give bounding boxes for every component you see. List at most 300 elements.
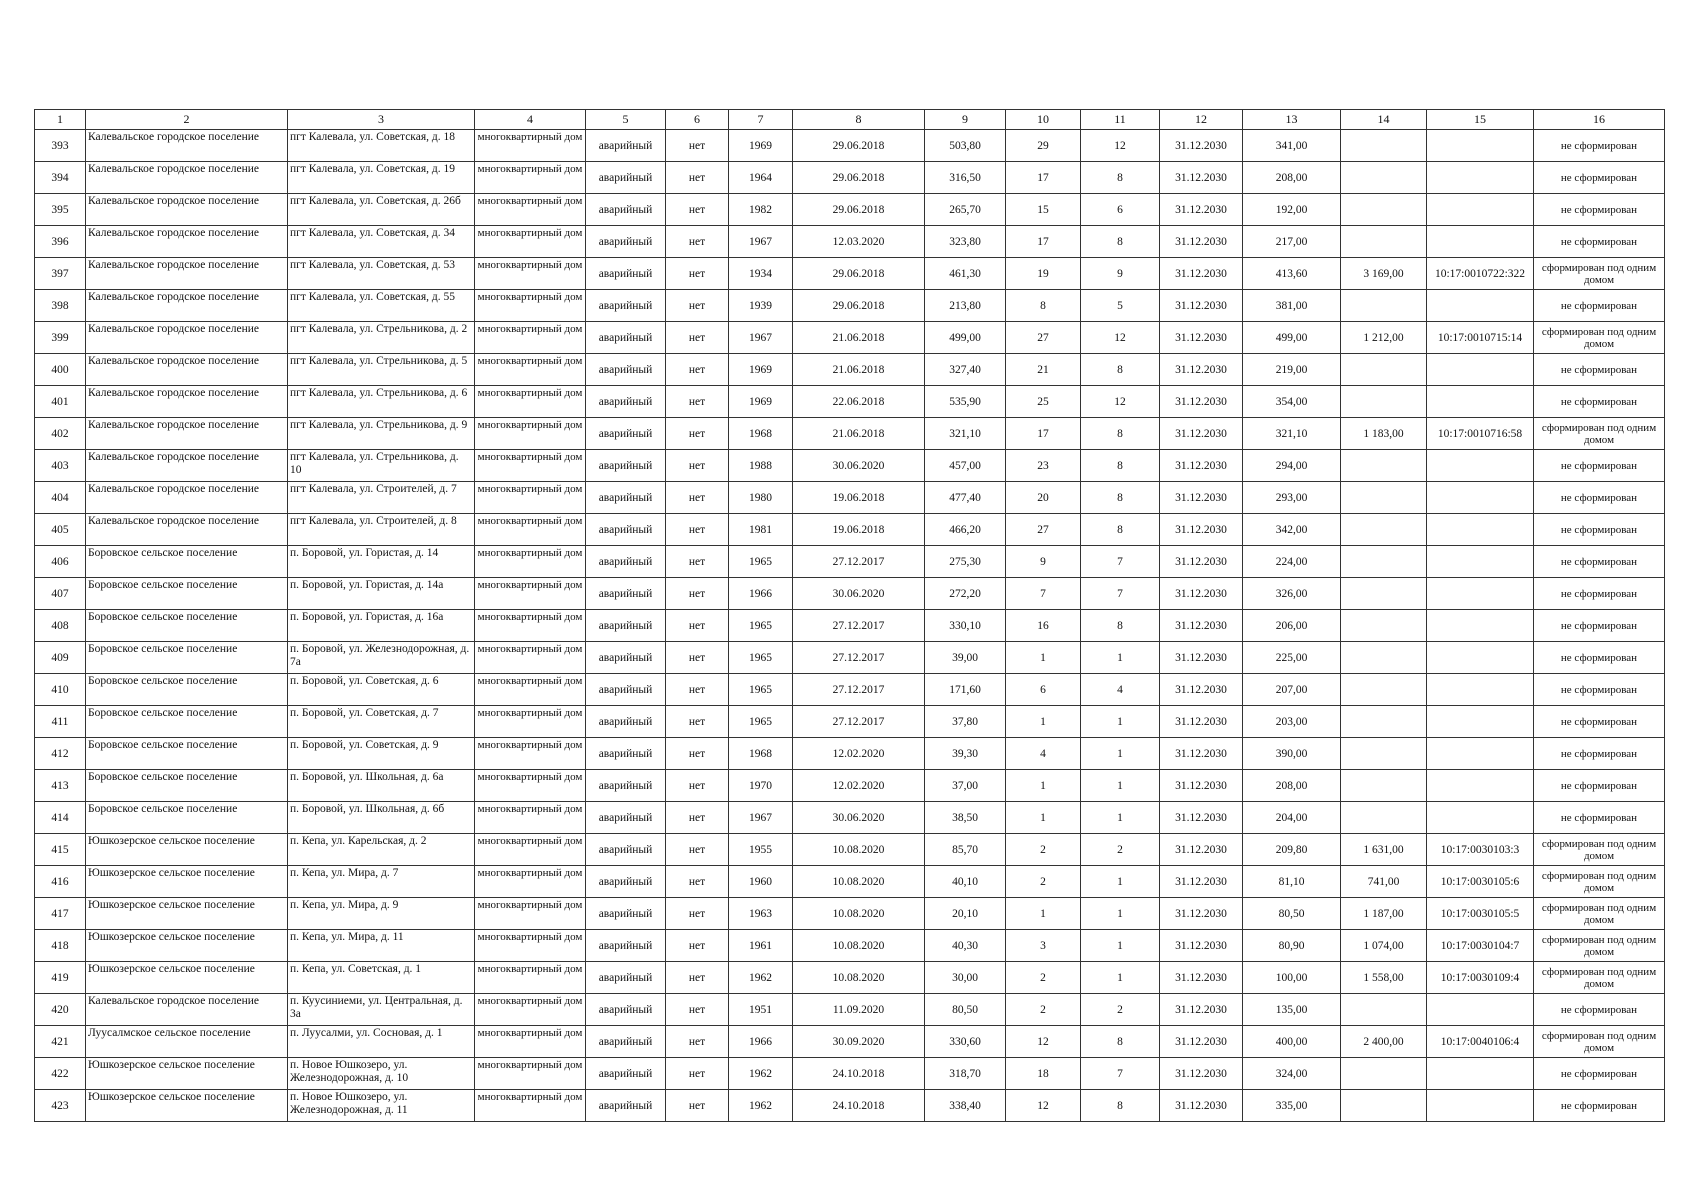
cell-col-16: не сформирован <box>1534 610 1665 642</box>
cell-col-14 <box>1341 706 1427 738</box>
cell-col-7: 1967 <box>729 322 793 354</box>
cell-col-12: 31.12.2030 <box>1160 322 1243 354</box>
cell-col-4: многоквартирный дом <box>475 354 586 386</box>
cell-col-8: 24.10.2018 <box>793 1058 925 1090</box>
cell-col-4: многоквартирный дом <box>475 1026 586 1058</box>
cell-col-2: Калевальское городское поселение <box>86 418 288 450</box>
cell-col-10: 9 <box>1006 546 1081 578</box>
cell-col-11: 8 <box>1081 1090 1160 1122</box>
cell-col-4: многоквартирный дом <box>475 930 586 962</box>
cell-col-11: 8 <box>1081 226 1160 258</box>
cell-col-5: аварийный <box>586 258 666 290</box>
cell-col-7: 1960 <box>729 866 793 898</box>
table-row <box>35 194 1665 226</box>
cell-col-1: 419 <box>35 962 86 994</box>
cell-col-16: сформирован под одним домом <box>1534 834 1665 866</box>
cell-col-3: пгт Калевала, ул. Советская, д. 19 <box>288 162 475 194</box>
cell-col-1: 397 <box>35 258 86 290</box>
cell-col-10: 12 <box>1006 1090 1081 1122</box>
cell-col-15: 10:17:0010715:14 <box>1427 322 1534 354</box>
cell-col-12: 31.12.2030 <box>1160 610 1243 642</box>
cell-col-14: 3 169,00 <box>1341 258 1427 290</box>
cell-col-11: 5 <box>1081 290 1160 322</box>
cell-col-13: 324,00 <box>1243 1058 1341 1090</box>
cell-col-12: 31.12.2030 <box>1160 802 1243 834</box>
cell-col-7: 1963 <box>729 898 793 930</box>
cell-col-14: 1 074,00 <box>1341 930 1427 962</box>
cell-col-13: 390,00 <box>1243 738 1341 770</box>
cell-col-15 <box>1427 130 1534 162</box>
cell-col-6: нет <box>666 994 729 1026</box>
cell-col-12: 31.12.2030 <box>1160 770 1243 802</box>
cell-col-3: п. Луусалми, ул. Сосновая, д. 1 <box>288 1026 475 1058</box>
cell-col-12: 31.12.2030 <box>1160 930 1243 962</box>
cell-col-6: нет <box>666 706 729 738</box>
cell-col-1: 407 <box>35 578 86 610</box>
cell-col-7: 1939 <box>729 290 793 322</box>
cell-col-12: 31.12.2030 <box>1160 354 1243 386</box>
cell-col-16: не сформирован <box>1534 386 1665 418</box>
table-row <box>35 130 1665 162</box>
cell-col-2: Юшкозерское сельское поселение <box>86 898 288 930</box>
cell-col-1: 396 <box>35 226 86 258</box>
cell-col-2: Боровское сельское поселение <box>86 770 288 802</box>
table-row <box>35 706 1665 738</box>
cell-col-16: сформирован под одним домом <box>1534 962 1665 994</box>
cell-col-15: 10:17:0030104:7 <box>1427 930 1534 962</box>
cell-col-3: п. Боровой, ул. Гористая, д. 14 <box>288 546 475 578</box>
cell-col-14 <box>1341 1058 1427 1090</box>
cell-col-12: 31.12.2030 <box>1160 290 1243 322</box>
cell-col-6: нет <box>666 354 729 386</box>
cell-col-8: 27.12.2017 <box>793 674 925 706</box>
cell-col-6: нет <box>666 898 729 930</box>
cell-col-10: 25 <box>1006 386 1081 418</box>
table-row <box>35 770 1665 802</box>
cell-col-1: 409 <box>35 642 86 674</box>
cell-col-8: 30.06.2020 <box>793 802 925 834</box>
cell-col-10: 27 <box>1006 322 1081 354</box>
cell-col-2: Юшкозерское сельское поселение <box>86 866 288 898</box>
cell-col-2: Калевальское городское поселение <box>86 194 288 226</box>
cell-col-12: 31.12.2030 <box>1160 834 1243 866</box>
cell-col-6: нет <box>666 130 729 162</box>
column-header-3: 3 <box>288 110 475 130</box>
cell-col-3: пгт Калевала, ул. Советская, д. 55 <box>288 290 475 322</box>
table-row <box>35 738 1665 770</box>
cell-col-14: 741,00 <box>1341 866 1427 898</box>
cell-col-14 <box>1341 738 1427 770</box>
cell-col-1: 395 <box>35 194 86 226</box>
cell-col-8: 27.12.2017 <box>793 546 925 578</box>
cell-col-2: Боровское сельское поселение <box>86 738 288 770</box>
cell-col-5: аварийный <box>586 962 666 994</box>
cell-col-10: 19 <box>1006 258 1081 290</box>
cell-col-2: Юшкозерское сельское поселение <box>86 962 288 994</box>
cell-col-5: аварийный <box>586 706 666 738</box>
cell-col-4: многоквартирный дом <box>475 514 586 546</box>
column-header-15: 15 <box>1427 110 1534 130</box>
cell-col-10: 23 <box>1006 450 1081 482</box>
cell-col-5: аварийный <box>586 802 666 834</box>
cell-col-2: Калевальское городское поселение <box>86 354 288 386</box>
cell-col-5: аварийный <box>586 130 666 162</box>
cell-col-8: 10.08.2020 <box>793 898 925 930</box>
cell-col-9: 321,10 <box>925 418 1006 450</box>
cell-col-9: 213,80 <box>925 290 1006 322</box>
cell-col-9: 275,30 <box>925 546 1006 578</box>
cell-col-9: 40,10 <box>925 866 1006 898</box>
cell-col-7: 1967 <box>729 802 793 834</box>
cell-col-12: 31.12.2030 <box>1160 450 1243 482</box>
cell-col-3: пгт Калевала, ул. Стрельникова, д. 9 <box>288 418 475 450</box>
cell-col-9: 272,20 <box>925 578 1006 610</box>
cell-col-6: нет <box>666 1090 729 1122</box>
cell-col-5: аварийный <box>586 162 666 194</box>
table-row <box>35 610 1665 642</box>
cell-col-9: 38,50 <box>925 802 1006 834</box>
table-row <box>35 450 1665 482</box>
cell-col-8: 10.08.2020 <box>793 834 925 866</box>
cell-col-8: 10.08.2020 <box>793 866 925 898</box>
cell-col-10: 1 <box>1006 770 1081 802</box>
cell-col-14 <box>1341 226 1427 258</box>
cell-col-12: 31.12.2030 <box>1160 866 1243 898</box>
cell-col-1: 398 <box>35 290 86 322</box>
header-row <box>35 110 1665 130</box>
cell-col-11: 7 <box>1081 546 1160 578</box>
cell-col-2: Юшкозерское сельское поселение <box>86 1090 288 1122</box>
cell-col-14 <box>1341 994 1427 1026</box>
cell-col-8: 29.06.2018 <box>793 194 925 226</box>
cell-col-8: 29.06.2018 <box>793 130 925 162</box>
cell-col-12: 31.12.2030 <box>1160 418 1243 450</box>
column-header-10: 10 <box>1006 110 1081 130</box>
cell-col-6: нет <box>666 258 729 290</box>
cell-col-14 <box>1341 130 1427 162</box>
cell-col-6: нет <box>666 866 729 898</box>
cell-col-1: 404 <box>35 482 86 514</box>
cell-col-8: 30.06.2020 <box>793 578 925 610</box>
table-row <box>35 834 1665 866</box>
cell-col-11: 1 <box>1081 706 1160 738</box>
cell-col-3: п. Боровой, ул. Школьная, д. 6б <box>288 802 475 834</box>
cell-col-11: 9 <box>1081 258 1160 290</box>
cell-col-16: не сформирован <box>1534 770 1665 802</box>
cell-col-12: 31.12.2030 <box>1160 1058 1243 1090</box>
cell-col-7: 1988 <box>729 450 793 482</box>
cell-col-11: 4 <box>1081 674 1160 706</box>
cell-col-3: п. Кепа, ул. Мира, д. 9 <box>288 898 475 930</box>
housing-register-table <box>34 109 1665 1122</box>
cell-col-7: 1962 <box>729 1090 793 1122</box>
cell-col-15: 10:17:0030105:6 <box>1427 866 1534 898</box>
cell-col-8: 10.08.2020 <box>793 962 925 994</box>
cell-col-4: многоквартирный дом <box>475 866 586 898</box>
cell-col-12: 31.12.2030 <box>1160 994 1243 1026</box>
cell-col-2: Калевальское городское поселение <box>86 450 288 482</box>
cell-col-13: 206,00 <box>1243 610 1341 642</box>
column-header-6: 6 <box>666 110 729 130</box>
cell-col-4: многоквартирный дом <box>475 482 586 514</box>
cell-col-5: аварийный <box>586 1058 666 1090</box>
cell-col-9: 330,10 <box>925 610 1006 642</box>
cell-col-5: аварийный <box>586 674 666 706</box>
cell-col-9: 37,00 <box>925 770 1006 802</box>
cell-col-14 <box>1341 514 1427 546</box>
cell-col-4: многоквартирный дом <box>475 994 586 1026</box>
cell-col-4: многоквартирный дом <box>475 610 586 642</box>
cell-col-12: 31.12.2030 <box>1160 898 1243 930</box>
cell-col-13: 293,00 <box>1243 482 1341 514</box>
cell-col-9: 466,20 <box>925 514 1006 546</box>
cell-col-6: нет <box>666 770 729 802</box>
cell-col-1: 410 <box>35 674 86 706</box>
table-body <box>35 130 1665 1122</box>
cell-col-3: п. Кепа, ул. Советская, д. 1 <box>288 962 475 994</box>
cell-col-3: п. Боровой, ул. Железнодорожная, д. 7а <box>288 642 475 674</box>
cell-col-12: 31.12.2030 <box>1160 962 1243 994</box>
cell-col-6: нет <box>666 546 729 578</box>
cell-col-7: 1968 <box>729 418 793 450</box>
cell-col-9: 330,60 <box>925 1026 1006 1058</box>
cell-col-11: 7 <box>1081 578 1160 610</box>
cell-col-5: аварийный <box>586 1026 666 1058</box>
cell-col-9: 457,00 <box>925 450 1006 482</box>
cell-col-11: 2 <box>1081 834 1160 866</box>
column-header-2: 2 <box>86 110 288 130</box>
cell-col-13: 81,10 <box>1243 866 1341 898</box>
cell-col-4: многоквартирный дом <box>475 258 586 290</box>
cell-col-9: 327,40 <box>925 354 1006 386</box>
cell-col-14 <box>1341 802 1427 834</box>
cell-col-7: 1961 <box>729 930 793 962</box>
cell-col-15 <box>1427 482 1534 514</box>
cell-col-13: 354,00 <box>1243 386 1341 418</box>
table-row <box>35 386 1665 418</box>
cell-col-10: 17 <box>1006 226 1081 258</box>
cell-col-10: 2 <box>1006 994 1081 1026</box>
cell-col-15: 10:17:0030105:5 <box>1427 898 1534 930</box>
cell-col-9: 39,00 <box>925 642 1006 674</box>
cell-col-14 <box>1341 546 1427 578</box>
cell-col-12: 31.12.2030 <box>1160 482 1243 514</box>
cell-col-9: 338,40 <box>925 1090 1006 1122</box>
cell-col-14: 1 187,00 <box>1341 898 1427 930</box>
cell-col-4: многоквартирный дом <box>475 834 586 866</box>
cell-col-2: Калевальское городское поселение <box>86 290 288 322</box>
cell-col-1: 420 <box>35 994 86 1026</box>
cell-col-1: 400 <box>35 354 86 386</box>
cell-col-7: 1962 <box>729 962 793 994</box>
cell-col-14 <box>1341 674 1427 706</box>
cell-col-6: нет <box>666 738 729 770</box>
cell-col-11: 7 <box>1081 1058 1160 1090</box>
cell-col-8: 12.03.2020 <box>793 226 925 258</box>
cell-col-16: не сформирован <box>1534 642 1665 674</box>
cell-col-15 <box>1427 770 1534 802</box>
cell-col-1: 418 <box>35 930 86 962</box>
cell-col-16: не сформирован <box>1534 482 1665 514</box>
cell-col-6: нет <box>666 642 729 674</box>
column-header-7: 7 <box>729 110 793 130</box>
cell-col-10: 4 <box>1006 738 1081 770</box>
cell-col-15: 10:17:0010722:322 <box>1427 258 1534 290</box>
cell-col-7: 1934 <box>729 258 793 290</box>
cell-col-9: 503,80 <box>925 130 1006 162</box>
cell-col-15 <box>1427 674 1534 706</box>
cell-col-9: 265,70 <box>925 194 1006 226</box>
cell-col-11: 8 <box>1081 162 1160 194</box>
cell-col-5: аварийный <box>586 226 666 258</box>
cell-col-13: 326,00 <box>1243 578 1341 610</box>
cell-col-11: 12 <box>1081 130 1160 162</box>
cell-col-8: 10.08.2020 <box>793 930 925 962</box>
table-row <box>35 1058 1665 1090</box>
cell-col-8: 30.06.2020 <box>793 450 925 482</box>
cell-col-8: 27.12.2017 <box>793 642 925 674</box>
cell-col-14: 1 558,00 <box>1341 962 1427 994</box>
cell-col-13: 207,00 <box>1243 674 1341 706</box>
cell-col-7: 1969 <box>729 130 793 162</box>
cell-col-15 <box>1427 610 1534 642</box>
cell-col-16: не сформирован <box>1534 1058 1665 1090</box>
cell-col-15 <box>1427 706 1534 738</box>
cell-col-11: 1 <box>1081 738 1160 770</box>
column-header-11: 11 <box>1081 110 1160 130</box>
cell-col-7: 1969 <box>729 354 793 386</box>
cell-col-6: нет <box>666 674 729 706</box>
cell-col-7: 1965 <box>729 642 793 674</box>
cell-col-1: 414 <box>35 802 86 834</box>
cell-col-4: многоквартирный дом <box>475 130 586 162</box>
cell-col-6: нет <box>666 514 729 546</box>
cell-col-5: аварийный <box>586 834 666 866</box>
cell-col-14 <box>1341 482 1427 514</box>
cell-col-10: 18 <box>1006 1058 1081 1090</box>
cell-col-5: аварийный <box>586 1090 666 1122</box>
cell-col-12: 31.12.2030 <box>1160 674 1243 706</box>
cell-col-5: аварийный <box>586 642 666 674</box>
cell-col-9: 80,50 <box>925 994 1006 1026</box>
cell-col-2: Калевальское городское поселение <box>86 162 288 194</box>
cell-col-2: Калевальское городское поселение <box>86 130 288 162</box>
cell-col-10: 15 <box>1006 194 1081 226</box>
cell-col-3: п. Боровой, ул. Школьная, д. 6а <box>288 770 475 802</box>
cell-col-2: Юшкозерское сельское поселение <box>86 930 288 962</box>
cell-col-13: 400,00 <box>1243 1026 1341 1058</box>
cell-col-10: 3 <box>1006 930 1081 962</box>
table-row <box>35 674 1665 706</box>
cell-col-8: 24.10.2018 <box>793 1090 925 1122</box>
cell-col-13: 203,00 <box>1243 706 1341 738</box>
cell-col-6: нет <box>666 226 729 258</box>
cell-col-10: 12 <box>1006 1026 1081 1058</box>
cell-col-5: аварийный <box>586 290 666 322</box>
cell-col-4: многоквартирный дом <box>475 322 586 354</box>
cell-col-6: нет <box>666 1026 729 1058</box>
column-header-13: 13 <box>1243 110 1341 130</box>
cell-col-10: 8 <box>1006 290 1081 322</box>
cell-col-16: не сформирован <box>1534 514 1665 546</box>
cell-col-12: 31.12.2030 <box>1160 1090 1243 1122</box>
cell-col-8: 19.06.2018 <box>793 514 925 546</box>
cell-col-15 <box>1427 994 1534 1026</box>
cell-col-16: не сформирован <box>1534 194 1665 226</box>
cell-col-11: 8 <box>1081 354 1160 386</box>
cell-col-13: 204,00 <box>1243 802 1341 834</box>
cell-col-4: многоквартирный дом <box>475 386 586 418</box>
cell-col-1: 421 <box>35 1026 86 1058</box>
cell-col-7: 1965 <box>729 546 793 578</box>
cell-col-15 <box>1427 194 1534 226</box>
cell-col-14 <box>1341 770 1427 802</box>
cell-col-4: многоквартирный дом <box>475 418 586 450</box>
cell-col-2: Боровское сельское поселение <box>86 610 288 642</box>
cell-col-8: 19.06.2018 <box>793 482 925 514</box>
cell-col-14: 1 183,00 <box>1341 418 1427 450</box>
cell-col-11: 8 <box>1081 482 1160 514</box>
cell-col-2: Калевальское городское поселение <box>86 258 288 290</box>
cell-col-13: 224,00 <box>1243 546 1341 578</box>
cell-col-1: 416 <box>35 866 86 898</box>
cell-col-12: 31.12.2030 <box>1160 514 1243 546</box>
cell-col-16: не сформирован <box>1534 226 1665 258</box>
cell-col-12: 31.12.2030 <box>1160 738 1243 770</box>
cell-col-9: 40,30 <box>925 930 1006 962</box>
column-header-16: 16 <box>1534 110 1665 130</box>
cell-col-13: 208,00 <box>1243 162 1341 194</box>
cell-col-15: 10:17:0040106:4 <box>1427 1026 1534 1058</box>
cell-col-13: 294,00 <box>1243 450 1341 482</box>
cell-col-11: 1 <box>1081 642 1160 674</box>
cell-col-12: 31.12.2030 <box>1160 1026 1243 1058</box>
cell-col-16: не сформирован <box>1534 450 1665 482</box>
cell-col-6: нет <box>666 194 729 226</box>
cell-col-1: 413 <box>35 770 86 802</box>
cell-col-3: пгт Калевала, ул. Советская, д. 34 <box>288 226 475 258</box>
cell-col-7: 1966 <box>729 578 793 610</box>
cell-col-7: 1980 <box>729 482 793 514</box>
cell-col-9: 461,30 <box>925 258 1006 290</box>
cell-col-3: п. Боровой, ул. Советская, д. 7 <box>288 706 475 738</box>
cell-col-2: Юшкозерское сельское поселение <box>86 834 288 866</box>
cell-col-9: 323,80 <box>925 226 1006 258</box>
cell-col-3: п. Кепа, ул. Мира, д. 7 <box>288 866 475 898</box>
cell-col-2: Боровское сельское поселение <box>86 578 288 610</box>
cell-col-8: 22.06.2018 <box>793 386 925 418</box>
cell-col-7: 1965 <box>729 674 793 706</box>
cell-col-11: 6 <box>1081 194 1160 226</box>
cell-col-8: 29.06.2018 <box>793 290 925 322</box>
cell-col-11: 12 <box>1081 386 1160 418</box>
table-row <box>35 418 1665 450</box>
cell-col-5: аварийный <box>586 866 666 898</box>
cell-col-13: 341,00 <box>1243 130 1341 162</box>
cell-col-3: п. Кепа, ул. Мира, д. 11 <box>288 930 475 962</box>
cell-col-3: пгт Калевала, ул. Стрельникова, д. 6 <box>288 386 475 418</box>
cell-col-6: нет <box>666 834 729 866</box>
cell-col-6: нет <box>666 418 729 450</box>
cell-col-15 <box>1427 354 1534 386</box>
cell-col-13: 80,50 <box>1243 898 1341 930</box>
cell-col-7: 1965 <box>729 706 793 738</box>
cell-col-8: 21.06.2018 <box>793 354 925 386</box>
cell-col-3: пгт Калевала, ул. Стрельникова, д. 5 <box>288 354 475 386</box>
cell-col-4: многоквартирный дом <box>475 706 586 738</box>
cell-col-8: 21.06.2018 <box>793 322 925 354</box>
cell-col-6: нет <box>666 610 729 642</box>
